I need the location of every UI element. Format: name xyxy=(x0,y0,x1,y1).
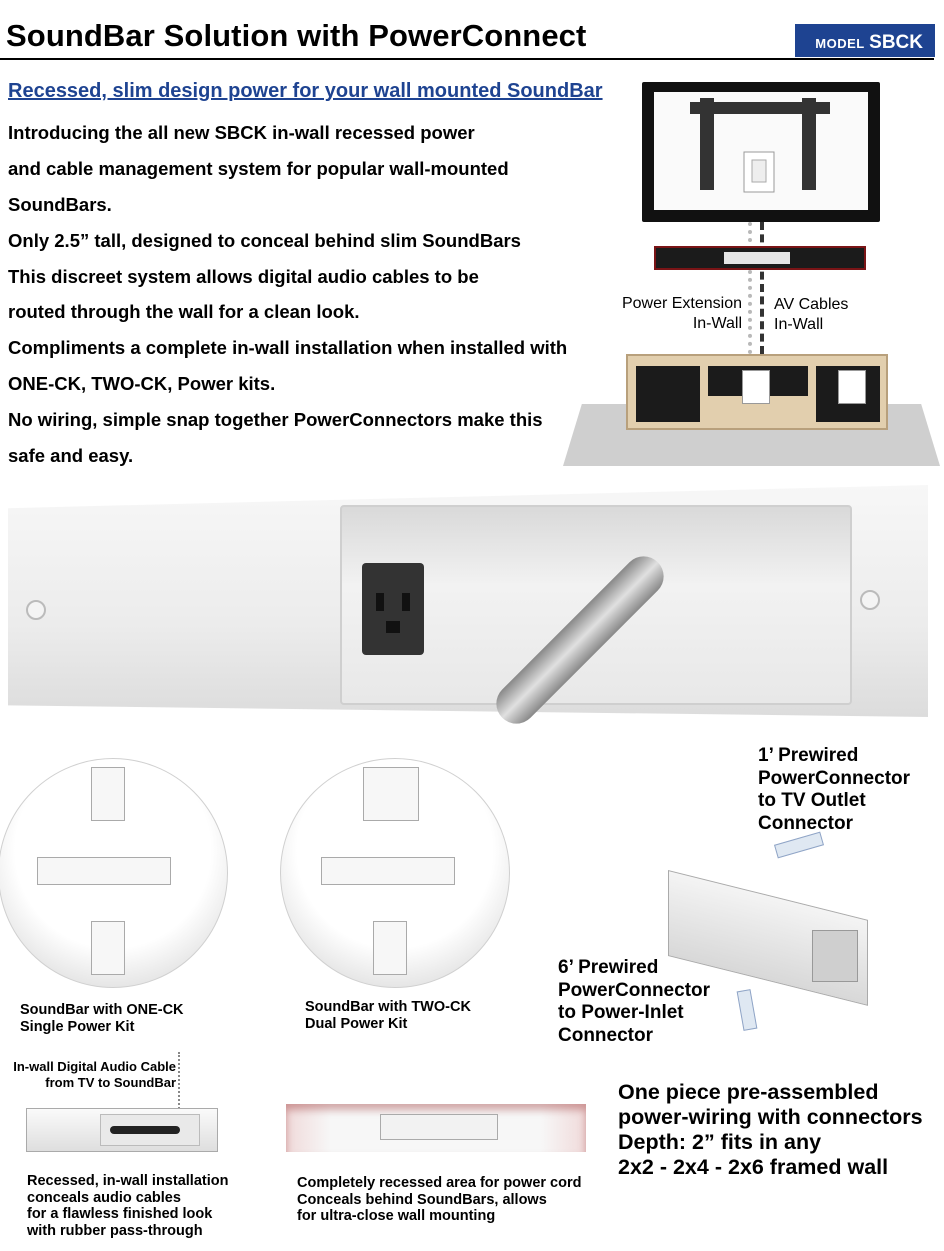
prewired-box-end xyxy=(812,930,858,982)
feature-summary xyxy=(618,1080,923,1180)
subtitle: Recessed, slim design power for your wall mounted SoundBar xyxy=(8,80,603,102)
outlet-slots-icon xyxy=(362,563,424,655)
recess-box xyxy=(380,1114,498,1140)
screw-icon xyxy=(26,600,46,620)
kit-caption-line: SoundBar with TWO-CK xyxy=(305,999,471,1015)
feature-line: power-wiring with connectors xyxy=(618,1105,923,1129)
caption-line: Recessed, in-wall installation xyxy=(27,1173,229,1189)
outlet-icon xyxy=(742,370,770,404)
audio-cable-label xyxy=(10,1059,176,1091)
recess-caption xyxy=(297,1175,581,1225)
power-label-line: Power Extension xyxy=(621,295,742,312)
prewire-label-line: PowerConnector xyxy=(558,979,711,1001)
caption-line: with rubber pass-through xyxy=(27,1222,203,1239)
feature-line: 2x2 - 2x4 - 2x6 framed wall xyxy=(618,1155,889,1179)
audio-label-line: from TV to SoundBar xyxy=(45,1075,176,1090)
intro-line: and cable management system for popular wall-mounted xyxy=(8,158,509,179)
outlet-icon xyxy=(91,767,125,821)
audio-label-line: In-wall Digital Audio Cable xyxy=(13,1059,176,1074)
intro-line: safe and easy. xyxy=(8,445,134,466)
outlet-icon xyxy=(91,921,125,975)
power-outlet-icon xyxy=(362,563,424,655)
screw-icon xyxy=(860,590,880,610)
outlet-icon xyxy=(373,921,407,975)
prewire-label-line: PowerConnector xyxy=(758,767,911,789)
caption-line: for a flawless finished look xyxy=(27,1206,213,1222)
kit-caption-two-ck xyxy=(305,999,471,1033)
intro-line: Only 2.5” tall, designed to conceal behind slim SoundBars xyxy=(8,230,521,251)
intro-line: Compliments a complete in-wall installation when installed with xyxy=(8,337,568,358)
prewire-top-label xyxy=(758,745,910,835)
tv-wall-area xyxy=(654,92,868,210)
model-badge xyxy=(795,24,935,57)
one-ck-kit-image xyxy=(0,758,228,988)
prewire-label-line: 6’ Prewired xyxy=(558,957,659,978)
connector-icon xyxy=(737,989,758,1031)
prewire-label-line: Connector xyxy=(558,1024,653,1046)
av-cables-label xyxy=(774,295,848,335)
kit-caption-line: SoundBar with ONE-CK xyxy=(20,1002,184,1018)
caption-line: for ultra-close wall mounting xyxy=(297,1208,496,1224)
model-label: MODEL xyxy=(815,36,865,51)
prewire-label-line: 1’ Prewired xyxy=(758,745,859,766)
wall-mount-bracket-image xyxy=(654,92,868,210)
intro-line: ONE-CK, TWO-CK, Power kits. xyxy=(8,373,276,394)
feature-line: One piece pre-assembled xyxy=(618,1080,879,1104)
prewire-label-line: to Power-Inlet xyxy=(558,1002,684,1023)
soundbar-box-icon xyxy=(321,857,455,885)
dual-outlet-icon xyxy=(363,767,419,821)
intro-line: This discreet system allows digital audio cables to be xyxy=(8,266,479,287)
power-extension-label xyxy=(610,294,742,334)
kit-caption-one-ck xyxy=(20,1002,184,1036)
caption-line: Conceals behind SoundBars, allows xyxy=(297,1191,547,1208)
page-title: SoundBar Solution with PowerConnect xyxy=(6,18,587,53)
caption-line: Completely recessed area for power cord xyxy=(297,1175,582,1191)
audio-cable-line xyxy=(178,1052,180,1112)
feature-line: Depth: 2” fits in any xyxy=(618,1130,822,1154)
soundbar-box-icon xyxy=(37,857,171,885)
av-cable-line xyxy=(760,222,764,354)
intro-line: SoundBars. xyxy=(8,194,112,215)
model-value: SBCK xyxy=(869,32,923,53)
soundbar-recess-box xyxy=(724,252,790,264)
av-label-line: AV Cables xyxy=(774,296,849,313)
prewire-bottom-label xyxy=(558,957,710,1047)
plug-icon xyxy=(110,1126,180,1134)
kit-caption-line: Dual Power Kit xyxy=(305,1016,408,1032)
prewire-label-line: Connector xyxy=(758,812,853,834)
two-ck-kit-image xyxy=(280,758,510,988)
caption-line: conceals audio cables xyxy=(27,1189,181,1206)
power-extension-line xyxy=(748,222,752,354)
power-label-line: In-Wall xyxy=(692,315,742,332)
cabinet-left-opening xyxy=(636,366,700,422)
header-divider xyxy=(0,58,934,60)
av-label-line: In-Wall xyxy=(774,316,824,333)
intro-line: routed through the wall for a clean look. xyxy=(8,301,360,322)
intro-line: No wiring, simple snap together PowerConnectors make this xyxy=(8,409,543,430)
prewire-label-line: to TV Outlet xyxy=(758,790,866,811)
audio-cable-caption xyxy=(27,1173,228,1239)
kit-caption-line: Single Power Kit xyxy=(20,1019,135,1035)
connector-icon xyxy=(774,832,824,859)
outlet-icon xyxy=(838,370,866,404)
intro-line: Introducing the all new SBCK in-wall recessed power xyxy=(8,122,475,143)
